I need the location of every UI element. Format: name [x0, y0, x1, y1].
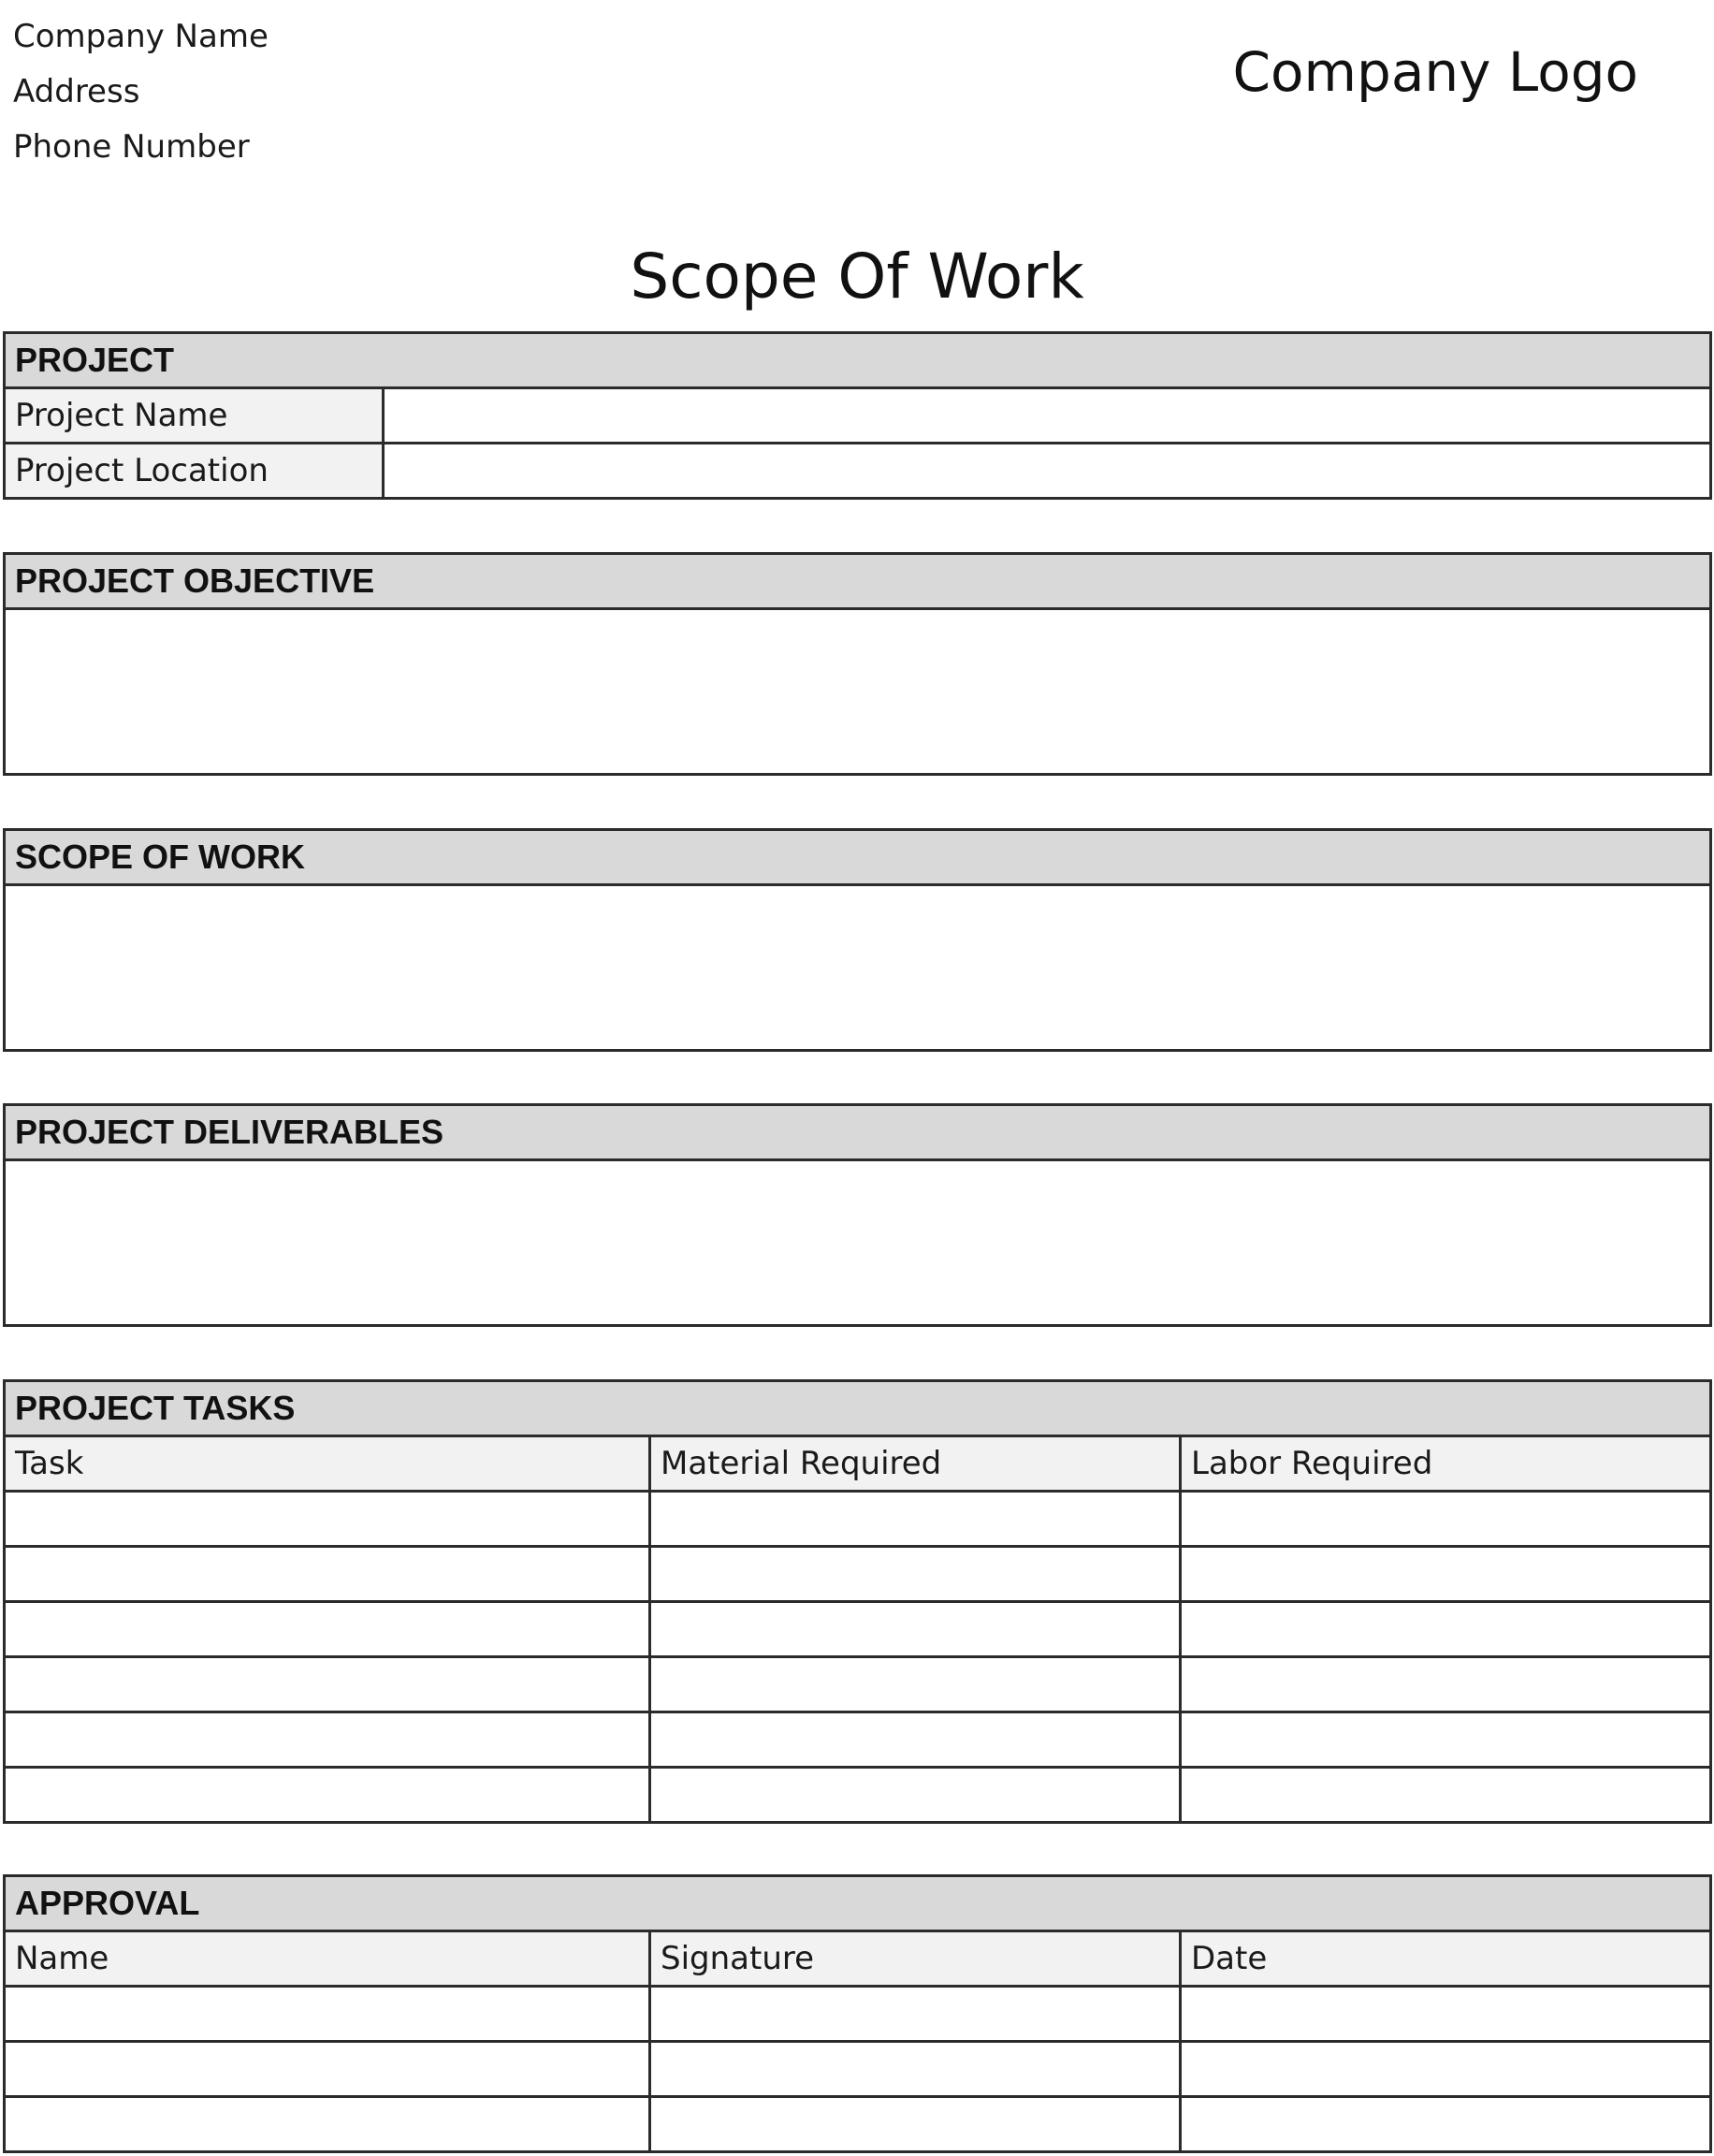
project-location-field[interactable] — [384, 444, 1711, 499]
project-location-row — [5, 444, 1711, 499]
labor-cell[interactable] — [1181, 1712, 1711, 1768]
project-section — [3, 331, 1712, 500]
material-column-header: Material Required — [650, 1436, 1181, 1492]
objective-textbox[interactable] — [5, 609, 1711, 775]
objective-heading: PROJECT OBJECTIVE — [5, 554, 1711, 609]
company-phone: Phone Number — [13, 128, 250, 166]
task-cell[interactable] — [5, 1712, 650, 1768]
project-name-field[interactable] — [384, 388, 1711, 444]
approver-name-cell[interactable] — [5, 1987, 650, 2042]
task-cell[interactable] — [5, 1547, 650, 1602]
name-column-header: Name — [5, 1931, 650, 1987]
project-heading: PROJECT — [5, 333, 1711, 388]
scope-heading: SCOPE OF WORK — [5, 830, 1711, 885]
table-row — [5, 2097, 1711, 2152]
table-row — [5, 1602, 1711, 1657]
signature-cell[interactable] — [650, 2042, 1181, 2097]
labor-cell[interactable] — [1181, 1492, 1711, 1547]
material-cell[interactable] — [650, 1547, 1181, 1602]
signature-cell[interactable] — [650, 2097, 1181, 2152]
tasks-column-headers — [5, 1436, 1711, 1492]
company-address: Address — [13, 73, 140, 110]
deliverables-heading: PROJECT DELIVERABLES — [5, 1105, 1711, 1160]
material-cell[interactable] — [650, 1657, 1181, 1712]
date-cell[interactable] — [1181, 2097, 1711, 2152]
table-row — [5, 1492, 1711, 1547]
scope-section — [3, 828, 1712, 1052]
table-row — [5, 1987, 1711, 2042]
project-location-label: Project Location — [5, 444, 384, 499]
deliverables-textbox[interactable] — [5, 1160, 1711, 1326]
task-cell[interactable] — [5, 1768, 650, 1823]
approver-name-cell[interactable] — [5, 2042, 650, 2097]
deliverables-section — [3, 1103, 1712, 1327]
approver-name-cell[interactable] — [5, 2097, 650, 2152]
date-cell[interactable] — [1181, 2042, 1711, 2097]
project-name-row — [5, 388, 1711, 444]
material-cell[interactable] — [650, 1492, 1181, 1547]
material-cell[interactable] — [650, 1712, 1181, 1768]
labor-cell[interactable] — [1181, 1547, 1711, 1602]
labor-cell[interactable] — [1181, 1657, 1711, 1712]
table-row — [5, 1657, 1711, 1712]
tasks-heading: PROJECT TASKS — [5, 1381, 1711, 1436]
table-row — [5, 1712, 1711, 1768]
date-column-header: Date — [1181, 1931, 1711, 1987]
signature-cell[interactable] — [650, 1987, 1181, 2042]
table-row — [5, 1768, 1711, 1823]
scope-textbox[interactable] — [5, 885, 1711, 1051]
company-info — [13, 9, 269, 175]
signature-column-header: Signature — [650, 1931, 1181, 1987]
project-name-label: Project Name — [5, 388, 384, 444]
company-logo: Company Logo — [1232, 40, 1638, 104]
task-cell[interactable] — [5, 1492, 650, 1547]
task-cell[interactable] — [5, 1657, 650, 1712]
labor-cell[interactable] — [1181, 1602, 1711, 1657]
task-cell[interactable] — [5, 1602, 650, 1657]
tasks-section — [3, 1379, 1712, 1824]
task-column-header: Task — [5, 1436, 650, 1492]
table-row — [5, 2042, 1711, 2097]
approval-heading: APPROVAL — [5, 1876, 1711, 1931]
company-name: Company Name — [13, 18, 269, 55]
labor-cell[interactable] — [1181, 1768, 1711, 1823]
date-cell[interactable] — [1181, 1987, 1711, 2042]
material-cell[interactable] — [650, 1602, 1181, 1657]
approval-section — [3, 1874, 1712, 2153]
document-title: Scope Of Work — [630, 240, 1084, 313]
table-row — [5, 1547, 1711, 1602]
material-cell[interactable] — [650, 1768, 1181, 1823]
approval-column-headers — [5, 1931, 1711, 1987]
objective-section — [3, 552, 1712, 776]
labor-column-header: Labor Required — [1181, 1436, 1711, 1492]
